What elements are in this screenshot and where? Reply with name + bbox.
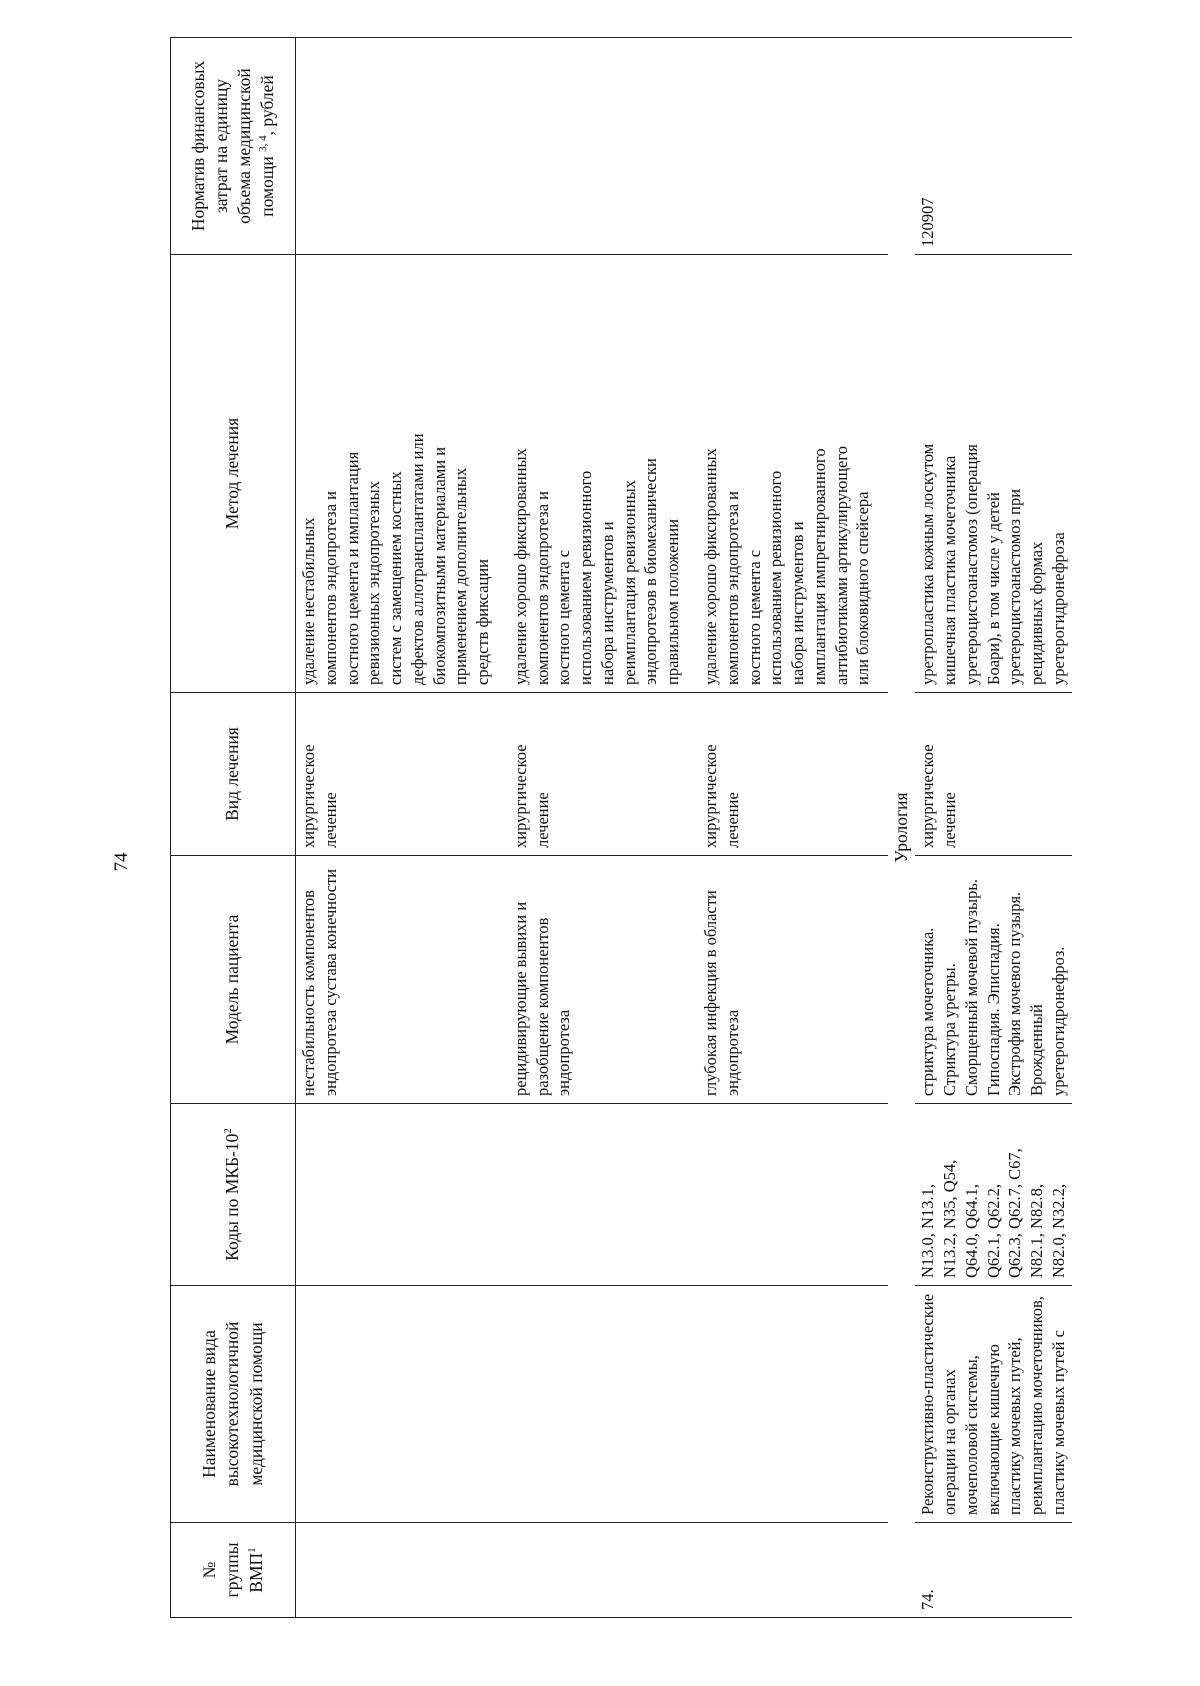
model-cell: нестабильность компонентов эндопротеза сустава конечности [296, 856, 508, 1104]
method-cell: уретропластика кожным лоскутом кишечная пластика мочеточника уретероцистоанастомоз (операция Боари), в том числе у детей уретероцистоанастомоз при рецидивных формах уретерогидронефроза [915, 255, 1071, 693]
section-title: Урология [888, 38, 915, 1618]
codes-cell: N13.0, N13.1, N13.2, N35, Q54, Q64.0, Q64.1, Q62.1, Q62.2, Q62.3, Q62.7, C67, N82.1, N82.8, N82.0, N32.2, [915, 1104, 1071, 1286]
treatment-type-cell: хирургическое лечение [508, 693, 698, 856]
rotated-table-sheet [170, 38, 1200, 1618]
method-cell: удаление нестабильных компонентов эндопротеза и костного цемента и имплантация ревизионных эндопротезных систем с замещением костных дефектов аллотрансплантатами или биокомпозитными материалами и применением дополнительных средств фиксации [296, 255, 508, 693]
model-cell: рецидивирующие вывихи и разобщение компонентов эндопротеза [508, 856, 698, 1104]
section-row [888, 38, 915, 1618]
name-cell: Реконструктивно-пластические операции на органах мочеполовой системы, включающие кишечную пластику мочевых путей, реимплантацию мочеточников, пластику мочевых путей с [915, 1286, 1071, 1523]
header-codes: Коды по МКБ-$10^2$ [171, 1104, 296, 1286]
treatment-type-cell: хирургическое лечение [296, 693, 508, 856]
table-header-row [171, 38, 296, 1618]
treatment-type-cell: хирургическое лечение [915, 693, 1071, 856]
method-cell: удаление хорошо фиксированных компонентов эндопротеза и костного цемента с использованием ревизионного набора инструментов и реимплантация ревизионных эндопротезов в биомеханически правильном положении [508, 255, 698, 693]
header-group-no: № группы ВМП$^1$ [171, 1523, 296, 1618]
table-row [296, 38, 508, 1618]
header-treatment-type: Вид лечения [171, 693, 296, 856]
method-cell: удаление хорошо фиксированных компонентов эндопротеза и костного цемента с использованием ревизионного набора инструментов и имплантация импрегнированного антибиотиками артикулирующего или блоковидного спейсера [698, 255, 888, 693]
header-method: Метод лечения [171, 255, 296, 693]
vmp-table [170, 37, 1072, 1618]
header-norm: Норматив финансовых затрат на единицу объема медицинской помощи $^{3, 4}$, рублей [171, 38, 296, 255]
table-row [915, 38, 1071, 1618]
table-row [698, 38, 888, 1618]
group-number-cell: 74. [915, 1523, 1071, 1618]
table-row [508, 38, 698, 1618]
treatment-type-cell: хирургическое лечение [698, 693, 888, 856]
norm-cell: 120907 [915, 38, 1071, 255]
header-model: Модель пациента [171, 856, 296, 1104]
header-name: Наименование вида высокотехнологичной медицинской помощи [171, 1286, 296, 1523]
page-number: 74 [111, 852, 132, 872]
model-cell: глубокая инфекция в области эндопротеза [698, 856, 888, 1104]
model-cell: стриктура мочеточника. Стриктура уретры. Сморщенный мочевой пузырь. Гипоспадия. Эписпадия. Экстрофия мочевого пузыря. Врожденный уретерогидронефроз. [915, 856, 1071, 1104]
